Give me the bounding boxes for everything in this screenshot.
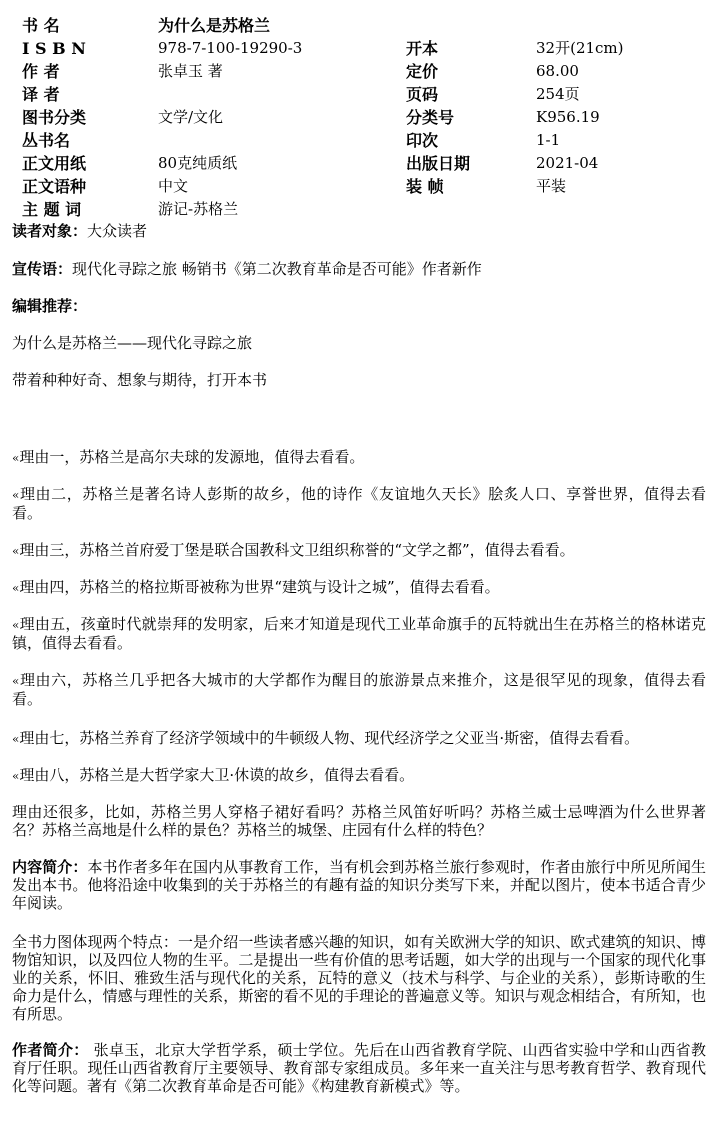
editor-line-2: 带着种种好奇、想象与期待，打开本书 — [12, 371, 268, 389]
meta-label-isbn: I S B N — [22, 39, 86, 58]
reason-marker: « — [12, 732, 20, 746]
reason-text: 理由八，苏格兰是大哲学家大卫·休谟的故乡，值得去看看。 — [19, 766, 415, 784]
meta-value-pages: 254页 — [536, 85, 580, 103]
meta-value-pub-date: 2021-04 — [536, 154, 599, 172]
reason-marker: « — [12, 618, 20, 632]
reason-3 — [12, 541, 706, 560]
editor-line-1: 为什么是苏格兰——现代化寻踪之旅 — [12, 334, 253, 352]
meta-label-paper: 正文用纸 — [22, 154, 87, 173]
meta-value-price: 68.00 — [536, 62, 579, 80]
audience-line — [12, 222, 706, 240]
reason-marker: « — [12, 769, 20, 783]
author-label: 作者简介： — [12, 1041, 89, 1059]
promo-line — [12, 260, 706, 278]
meta-label-language: 正文语种 — [22, 177, 87, 196]
reason-7 — [12, 729, 706, 748]
meta-value-category: 文学/文化 — [158, 108, 224, 126]
reason-marker: « — [12, 674, 20, 688]
meta-value-author: 张卓玉 著 — [158, 62, 223, 80]
meta-value-binding: 平装 — [536, 177, 567, 195]
reason-text: 理由六，苏格兰几乎把各大城市的大学都作为醒目的旅游景点来推介，这是很罕见的现象，值得去看看。 — [12, 671, 706, 708]
meta-value-paper: 80克纯质纸 — [158, 154, 238, 172]
meta-value-language: 中文 — [158, 177, 189, 195]
audience-text: 大众读者 — [87, 222, 148, 240]
audience-label: 读者对象： — [12, 222, 88, 240]
meta-label-price: 定价 — [406, 62, 439, 81]
reason-1 — [12, 448, 706, 467]
reason-text: 理由五，孩童时代就崇拜的发明家，后来才知道是现代工业革命旗手的瓦特就出生在苏格兰的格林诺克镇，值得去看看。 — [12, 615, 706, 652]
meta-label-class-number: 分类号 — [406, 108, 455, 127]
meta-label-translator: 译 者 — [22, 85, 60, 104]
meta-label-subject: 主 题 词 — [22, 200, 82, 219]
editor-label: 编辑推荐： — [12, 297, 88, 315]
summary-paragraph — [12, 858, 706, 912]
reason-text: 理由四，苏格兰的格拉斯哥被称为世界“建筑与设计之城”，值得去看看。 — [19, 578, 500, 596]
reason-marker: « — [12, 544, 20, 558]
reason-text: 理由二，苏格兰是著名诗人彭斯的故乡，他的诗作《友谊地久天长》脍炙人口、享誉世界，值得去看看。 — [12, 485, 706, 522]
meta-value-title: 为什么是苏格兰 — [158, 16, 271, 35]
reason-4 — [12, 578, 706, 597]
reason-2 — [12, 485, 706, 522]
reason-text: 理由三，苏格兰首府爱丁堡是联合国教科文卫组织称誉的“文学之都”，值得去看看。 — [19, 541, 575, 559]
meta-value-format: 32开(21cm) — [536, 39, 624, 57]
summary-paragraph-2: 全书力图体现两个特点：一是介绍一些读者感兴趣的知识，如有关欧洲大学的知识、欧式建筑的知识、博物馆知识，以及四位人物的生平。二是提出一些有价值的思考话题，如大学的出现与一个国家的现代化事业的关系，怀旧、雅致生活与现代化的关系，瓦特的意义（技术与科学、与企业的关系），彭斯诗歌的生命力是什么，情感与理性的关系，斯密的看不见的手理论的普遍意义等。知识与观念相结合，有所知，也有所思。 — [12, 933, 706, 1023]
meta-label-author: 作 者 — [22, 62, 60, 81]
promo-text: 现代化寻踪之旅 畅销书《第二次教育革命是否可能》作者新作 — [72, 260, 482, 278]
author-text: 张卓玉，北京大学哲学系，硕士学位。先后在山西省教育学院、山西省实验中学和山西省教育厅任职。现任山西省教育厅主要领导、教育部专家组成员。多年来一直关注与思考教育哲学、教育现代化等问题。著有《第二次教育革命是否可能》《构建教育新模式》等。 — [12, 1041, 706, 1095]
meta-label-pub-date: 出版日期 — [406, 154, 471, 173]
reason-8 — [12, 766, 706, 785]
meta-label-impression: 印次 — [406, 131, 439, 150]
reason-text: 理由一，苏格兰是高尔夫球的发源地，值得去看看。 — [19, 448, 365, 466]
reason-marker: « — [12, 488, 20, 502]
editor-heading — [12, 297, 706, 315]
meta-value-class-number: K956.19 — [536, 108, 600, 126]
meta-label-binding: 装 帧 — [406, 177, 444, 196]
meta-label-title: 书 名 — [22, 16, 60, 35]
summary-text: 本书作者多年在国内从事教育工作，当有机会到苏格兰旅行参观时，作者由旅行中所见所闻生发出本书。他将沿途中收集到的关于苏格兰的有趣有益的知识分类写下来，并配以图片，使本书适合青少年阅读。 — [12, 858, 706, 912]
meta-label-series: 丛书名 — [22, 131, 71, 150]
summary-label: 内容简介： — [12, 858, 88, 876]
reason-marker: « — [12, 451, 20, 465]
meta-value-subject: 游记-苏格兰 — [158, 200, 239, 218]
more-reasons: 理由还很多，比如，苏格兰男人穿格子裙好看吗？苏格兰风笛好听吗？苏格兰威士忌啤酒为什么世界著名？苏格兰高地是什么样的景色？苏格兰的城堡、庄园有什么样的特色？ — [12, 803, 706, 839]
meta-value-isbn: 978-7-100-19290-3 — [158, 39, 303, 57]
author-paragraph — [12, 1041, 706, 1095]
meta-label-pages: 页码 — [406, 85, 439, 104]
meta-label-format: 开本 — [406, 39, 439, 58]
reason-marker: « — [12, 581, 20, 595]
reason-6 — [12, 671, 706, 708]
meta-value-impression: 1-1 — [536, 131, 561, 149]
reason-text: 理由七，苏格兰养育了经济学领域中的牛顿级人物、现代经济学之父亚当·斯密，值得去看看。 — [19, 729, 640, 747]
promo-label: 宣传语： — [12, 260, 73, 278]
meta-label-category: 图书分类 — [22, 108, 87, 127]
reason-5 — [12, 615, 706, 652]
